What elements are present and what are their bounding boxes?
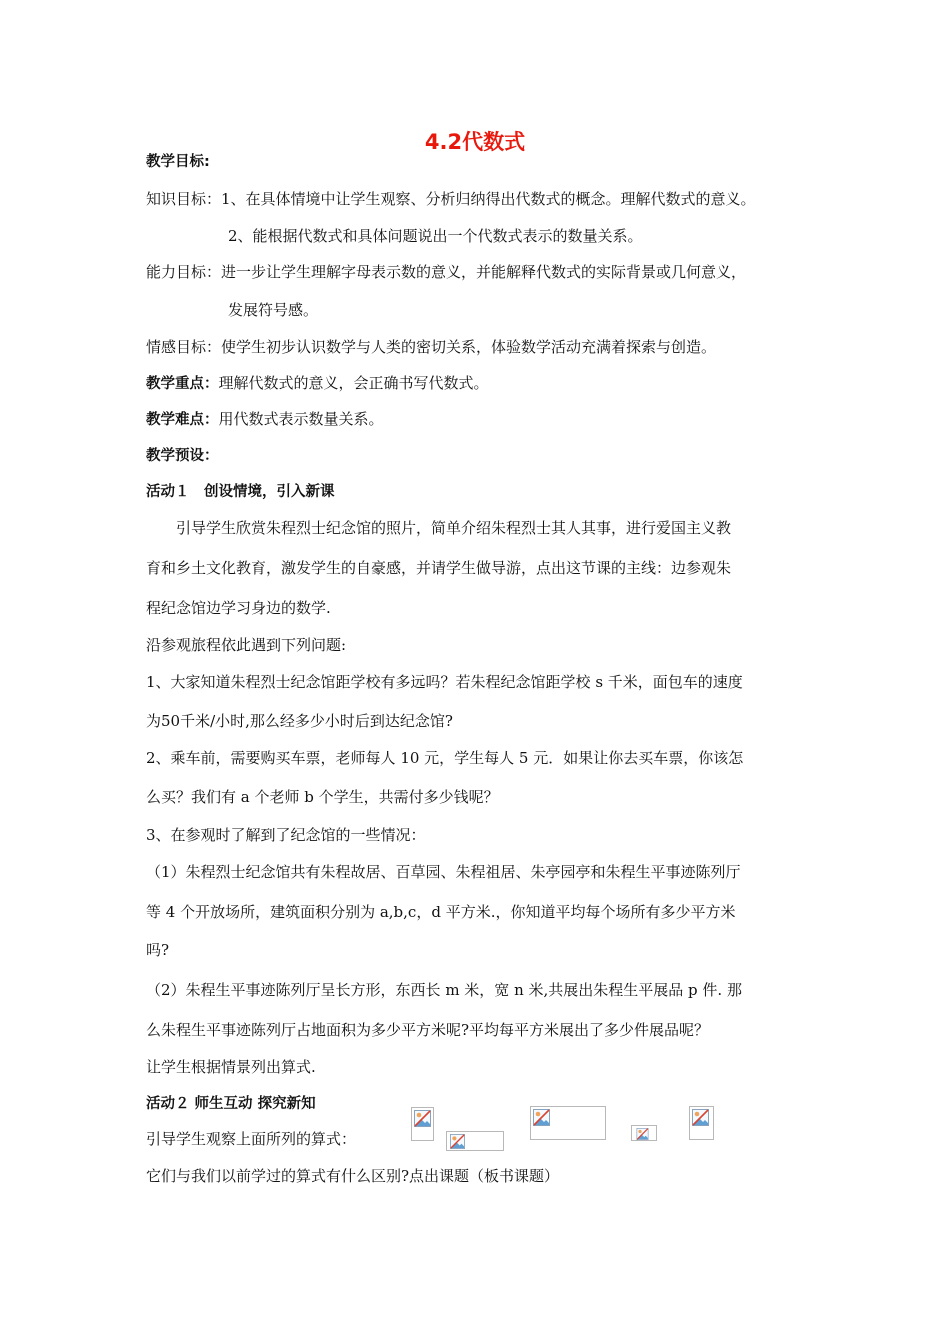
difficulty-text: 用代数式表示数量关系。 — [218, 410, 384, 428]
question-3a-line-3: 吗? — [146, 941, 170, 959]
question-3a-line-2: 等 4 个开放场所，建筑面积分别为 a,b,c，d 平方米.，你知道平均每个场所有多少平方米 — [146, 903, 736, 921]
broken-image-icon — [689, 1106, 714, 1140]
broken-image-icon — [631, 1125, 657, 1141]
question-2-line-1: 2、乘车前，需要购买车票，老师每人 10 元，学生每人 5 元．如果让你去买车票，你该怎 — [146, 749, 744, 767]
key-point — [146, 373, 489, 394]
question-3b-line-1: （2）朱程生平事迹陈列厅呈长方形，东西长 m 米，宽 n 米,共展出朱程生平展品 p 件. 那 — [146, 981, 742, 999]
broken-image-icon — [446, 1131, 504, 1151]
difficulty-label: 教学难点： — [146, 412, 219, 428]
broken-image-icon — [530, 1106, 606, 1140]
question-1-line-1: 1、大家知道朱程烈士纪念馆距学校有多远吗？若朱程纪念馆距学校 s 千米，面包车的速度 — [146, 673, 743, 691]
broken-image-icon — [411, 1107, 434, 1141]
document-title: 4.2代数式 — [424, 130, 526, 154]
emotion-objective: 情感目标：使学生初步认识数学与人类的密切关系，体验数学活动充满着探索与创造。 — [146, 338, 717, 356]
activity2-heading: 活动２ 师生互动 探究新知 — [146, 1096, 316, 1112]
key-point-label: 教学重点： — [146, 376, 219, 392]
paragraph-1-line-3: 程纪念馆边学习身边的数学. — [146, 599, 331, 617]
objectives-heading: 教学目标: — [146, 154, 210, 170]
difficulty-point — [146, 409, 384, 430]
list-formulas-instruction: 让学生根据情景列出算式. — [146, 1058, 316, 1076]
question-1-line-2: 为50千米/小时,那么经多少小时后到达纪念馆? — [146, 712, 453, 730]
knowledge-objective-1: 知识目标：1、在具体情境中让学生观察、分析归纳得出代数式的概念。理解代数式的意义。 — [146, 190, 756, 208]
paragraph-1-line-2: 育和乡土文化教育，激发学生的自豪感，并请学生做导游，点出这节课的主线：边参观朱 — [146, 559, 732, 577]
preset-heading: 教学预设： — [146, 448, 219, 464]
paragraph-1-line-1: 引导学生欣赏朱程烈士纪念馆的照片，简单介绍朱程烈士其人其事，进行爱国主义教 — [176, 519, 732, 537]
key-point-text: 理解代数式的意义，会正确书写代数式。 — [218, 374, 489, 392]
question-3: 3、在参观时了解到了纪念馆的一些情况： — [146, 826, 426, 844]
route-intro: 沿参观旅程依此遇到下列问题: — [146, 636, 347, 654]
ability-objective-2: 发展符号感。 — [228, 301, 319, 319]
activity1-heading: 活动１ 创设情境，引入新课 — [146, 484, 335, 500]
question-3a-line-1: （1）朱程烈士纪念馆共有朱程故居、百草园、朱程祖居、朱亭园亭和朱程生平事迹陈列厅 — [146, 863, 741, 881]
difference-question: 它们与我们以前学过的算式有什么区别?点出课题（板书课题） — [146, 1167, 560, 1185]
observe-formulas-instruction: 引导学生观察上面所列的算式： — [146, 1130, 357, 1148]
ability-objective-1: 能力目标：进一步让学生理解字母表示数的意义，并能解释代数式的实际背景或几何意义， — [146, 263, 747, 281]
knowledge-objective-2: 2、能根据代数式和具体问题说出一个代数式表示的数量关系。 — [228, 227, 643, 245]
question-2-line-2: 么买？我们有 a 个老师 b 个学生，共需付多少钱呢？ — [146, 788, 499, 806]
question-3b-line-2: 么朱程生平事迹陈列厅占地面积为多少平方米呢?平均每平方米展出了多少件展品呢？ — [146, 1021, 710, 1039]
